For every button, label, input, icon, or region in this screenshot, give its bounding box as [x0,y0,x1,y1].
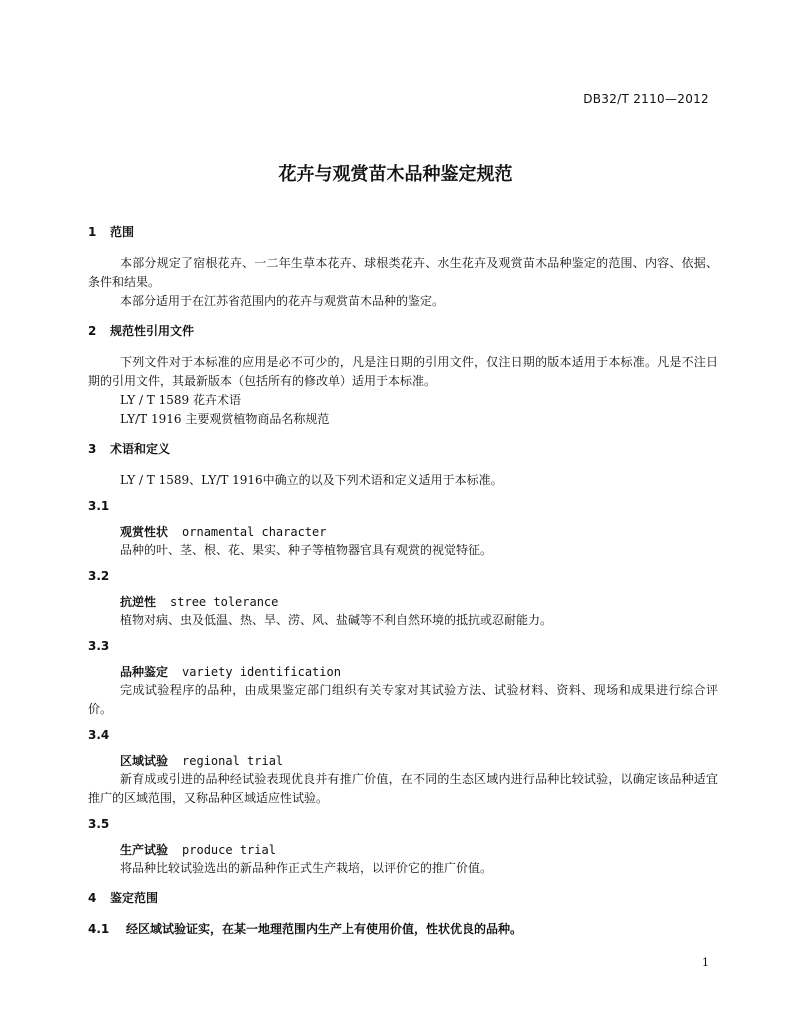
paragraph: LY / T 1589、LY/T 1916中确立的以及下列术语和定义适用于本标准。 [120,473,503,487]
term-zh: 生产试验 [120,843,169,857]
term-definition: 完成试验程序的品种，由成果鉴定部门组织有关专家对其试验方法、试验材料、资料、现场和成果进行综合评价。 [88,683,718,716]
section-number: 3 [88,442,97,456]
document-body [88,224,718,938]
term-entry [120,664,718,681]
term-zh: 观赏性状 [120,525,169,539]
term-definition: 植物对病、虫及低温、热、旱、涝、风、盐碱等不利自然环境的抵抗或忍耐能力。 [120,613,553,627]
section-title: 规范性引用文件 [110,324,195,338]
term-zh: 区域试验 [120,754,169,768]
section-heading-identification-scope [88,890,718,906]
clause [88,920,718,938]
term-en: variety identification [182,665,341,679]
term-en: regional trial [182,754,284,768]
paragraph: 本部分适用于在江苏省范围内的花卉与观赏苗木品种的鉴定。 [120,294,445,308]
section-title: 鉴定范围 [110,891,159,905]
reference-item: LY/T 1916 主要观赏植物商品名称规范 [120,412,330,426]
section-heading-scope [88,224,718,240]
term-number: 3.4 [88,728,110,742]
term-number: 3.5 [88,817,110,831]
paragraph: 本部分规定了宿根花卉、一二年生草本花卉、球根类花卉、水生花卉及观赏苗木品种鉴定的范围、内容、依据、条件和结果。 [88,256,718,289]
section-heading-normative-references [88,323,718,339]
term-definition: 品种的叶、茎、根、花、果实、种子等植物器官具有观赏的视觉特征。 [120,543,493,557]
term-en: stree tolerance [170,595,279,609]
term-en: ornamental character [182,525,327,539]
term-definition: 新育成或引进的品种经试验表现优良并有推广价值，在不同的生态区域内进行品种比较试验，以确定该品种适宜推广的区域范围，又称品种区域适应性试验。 [88,772,718,805]
term-number: 3.3 [88,639,110,653]
term-entry [120,524,718,541]
section-number: 4 [88,891,97,905]
section-title: 术语和定义 [110,442,171,456]
term-zh: 品种鉴定 [120,665,169,679]
term-entry [120,842,718,859]
term-entry [120,753,718,770]
term-en: produce trial [182,843,276,857]
reference-item: LY / T 1589 花卉术语 [120,393,241,407]
term-zh: 抗逆性 [120,595,157,609]
document-title: 花卉与观赏苗木品种鉴定规范 [278,164,513,185]
term-entry [120,594,718,611]
term-number: 3.2 [88,569,110,583]
page-number: 1 [702,956,709,969]
section-title: 范围 [110,225,135,239]
term-definition: 将品种比较试验选出的新品种作正式生产栽培，以评价它的推广价值。 [120,861,493,875]
clause-number: 4.1 [88,922,110,936]
section-number: 2 [88,324,97,338]
section-number: 1 [88,225,97,239]
standard-number: DB32/T 2110—2012 [583,92,709,106]
term-number: 3.1 [88,499,110,513]
clause-text: 经区域试验证实，在某一地理范围内生产上有使用价值，性状优良的品种。 [126,922,523,936]
paragraph: 下列文件对于本标准的应用是必不可少的，凡是注日期的引用文件，仅注日期的版本适用于本标准。凡是不注日期的引用文件，其最新版本（包括所有的修改单）适用于本标准。 [88,355,718,388]
section-heading-terms [88,441,718,457]
